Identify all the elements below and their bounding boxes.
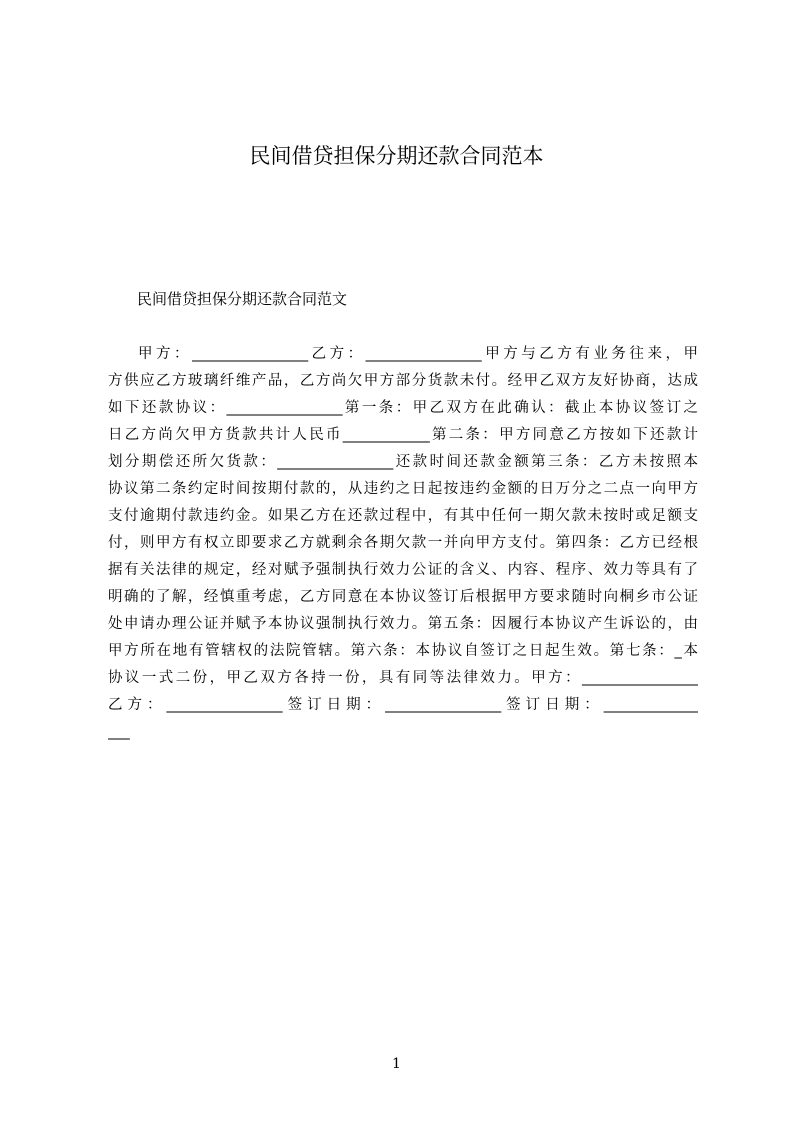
body-line: 协议一式二份，甲乙双方各持一份，具有同等法律效力。甲方：________________: [108, 670, 698, 686]
body-line: 明确的了解，经慎重考虑，乙方同意在本协议签订后根据甲方要求随时向桐乡市公证: [108, 589, 698, 605]
body-line: 甲方所在地有管辖权的法院管辖。第六条：本协议自签订之日起生效。第七条：_本: [108, 643, 698, 659]
document-title: 民间借贷担保分期还款合同范本: [249, 144, 544, 168]
body-line: 据有关法律的规定，经对赋予强制执行效力公证的含义、内容、程序、效力等具有了: [108, 562, 698, 578]
body-line: 方供应乙方玻璃纤维产品，乙方尚欠甲方部分货款未付。经甲乙双方友好协商，达成: [108, 373, 698, 389]
body-line: 处申请办理公证并赋予本协议强制执行效力。第五条：因履行本协议产生诉讼的，由: [108, 616, 698, 632]
body-line: 如下还款协议：________________第一条：甲乙双方在此确认：截止本协议签订之: [108, 400, 698, 416]
body-line: 乙方：________________签订日期：________________签订日期：_____________: [108, 697, 698, 713]
body-line: 支付逾期付款违约金。如果乙方在还款过程中，有其中任何一期欠款未按时或足额支: [108, 508, 698, 524]
body-line: 付，则甲方有权立即要求乙方就剩余各期欠款一并向甲方支付。第四条：乙方已经根: [108, 535, 698, 551]
body-line: 甲方：________________乙方：________________甲方与乙方有业务往来，甲: [138, 346, 698, 362]
page-number: 1: [392, 1056, 401, 1072]
body-line: 日乙方尚欠甲方货款共计人民币____________第二条：甲方同意乙方按如下还款计: [108, 427, 698, 443]
document-subtitle: 民间借贷担保分期还款合同范文: [137, 290, 348, 308]
body-line: ___: [108, 724, 130, 740]
contract-body: [108, 341, 698, 746]
body-line: 协议第二条约定时间按期付款的，从违约之日起按违约金额的日万分之二点一向甲方: [108, 481, 698, 497]
body-line: 划分期偿还所欠货款：________________还款时间还款金额第三条：乙方未按照本: [108, 454, 698, 470]
